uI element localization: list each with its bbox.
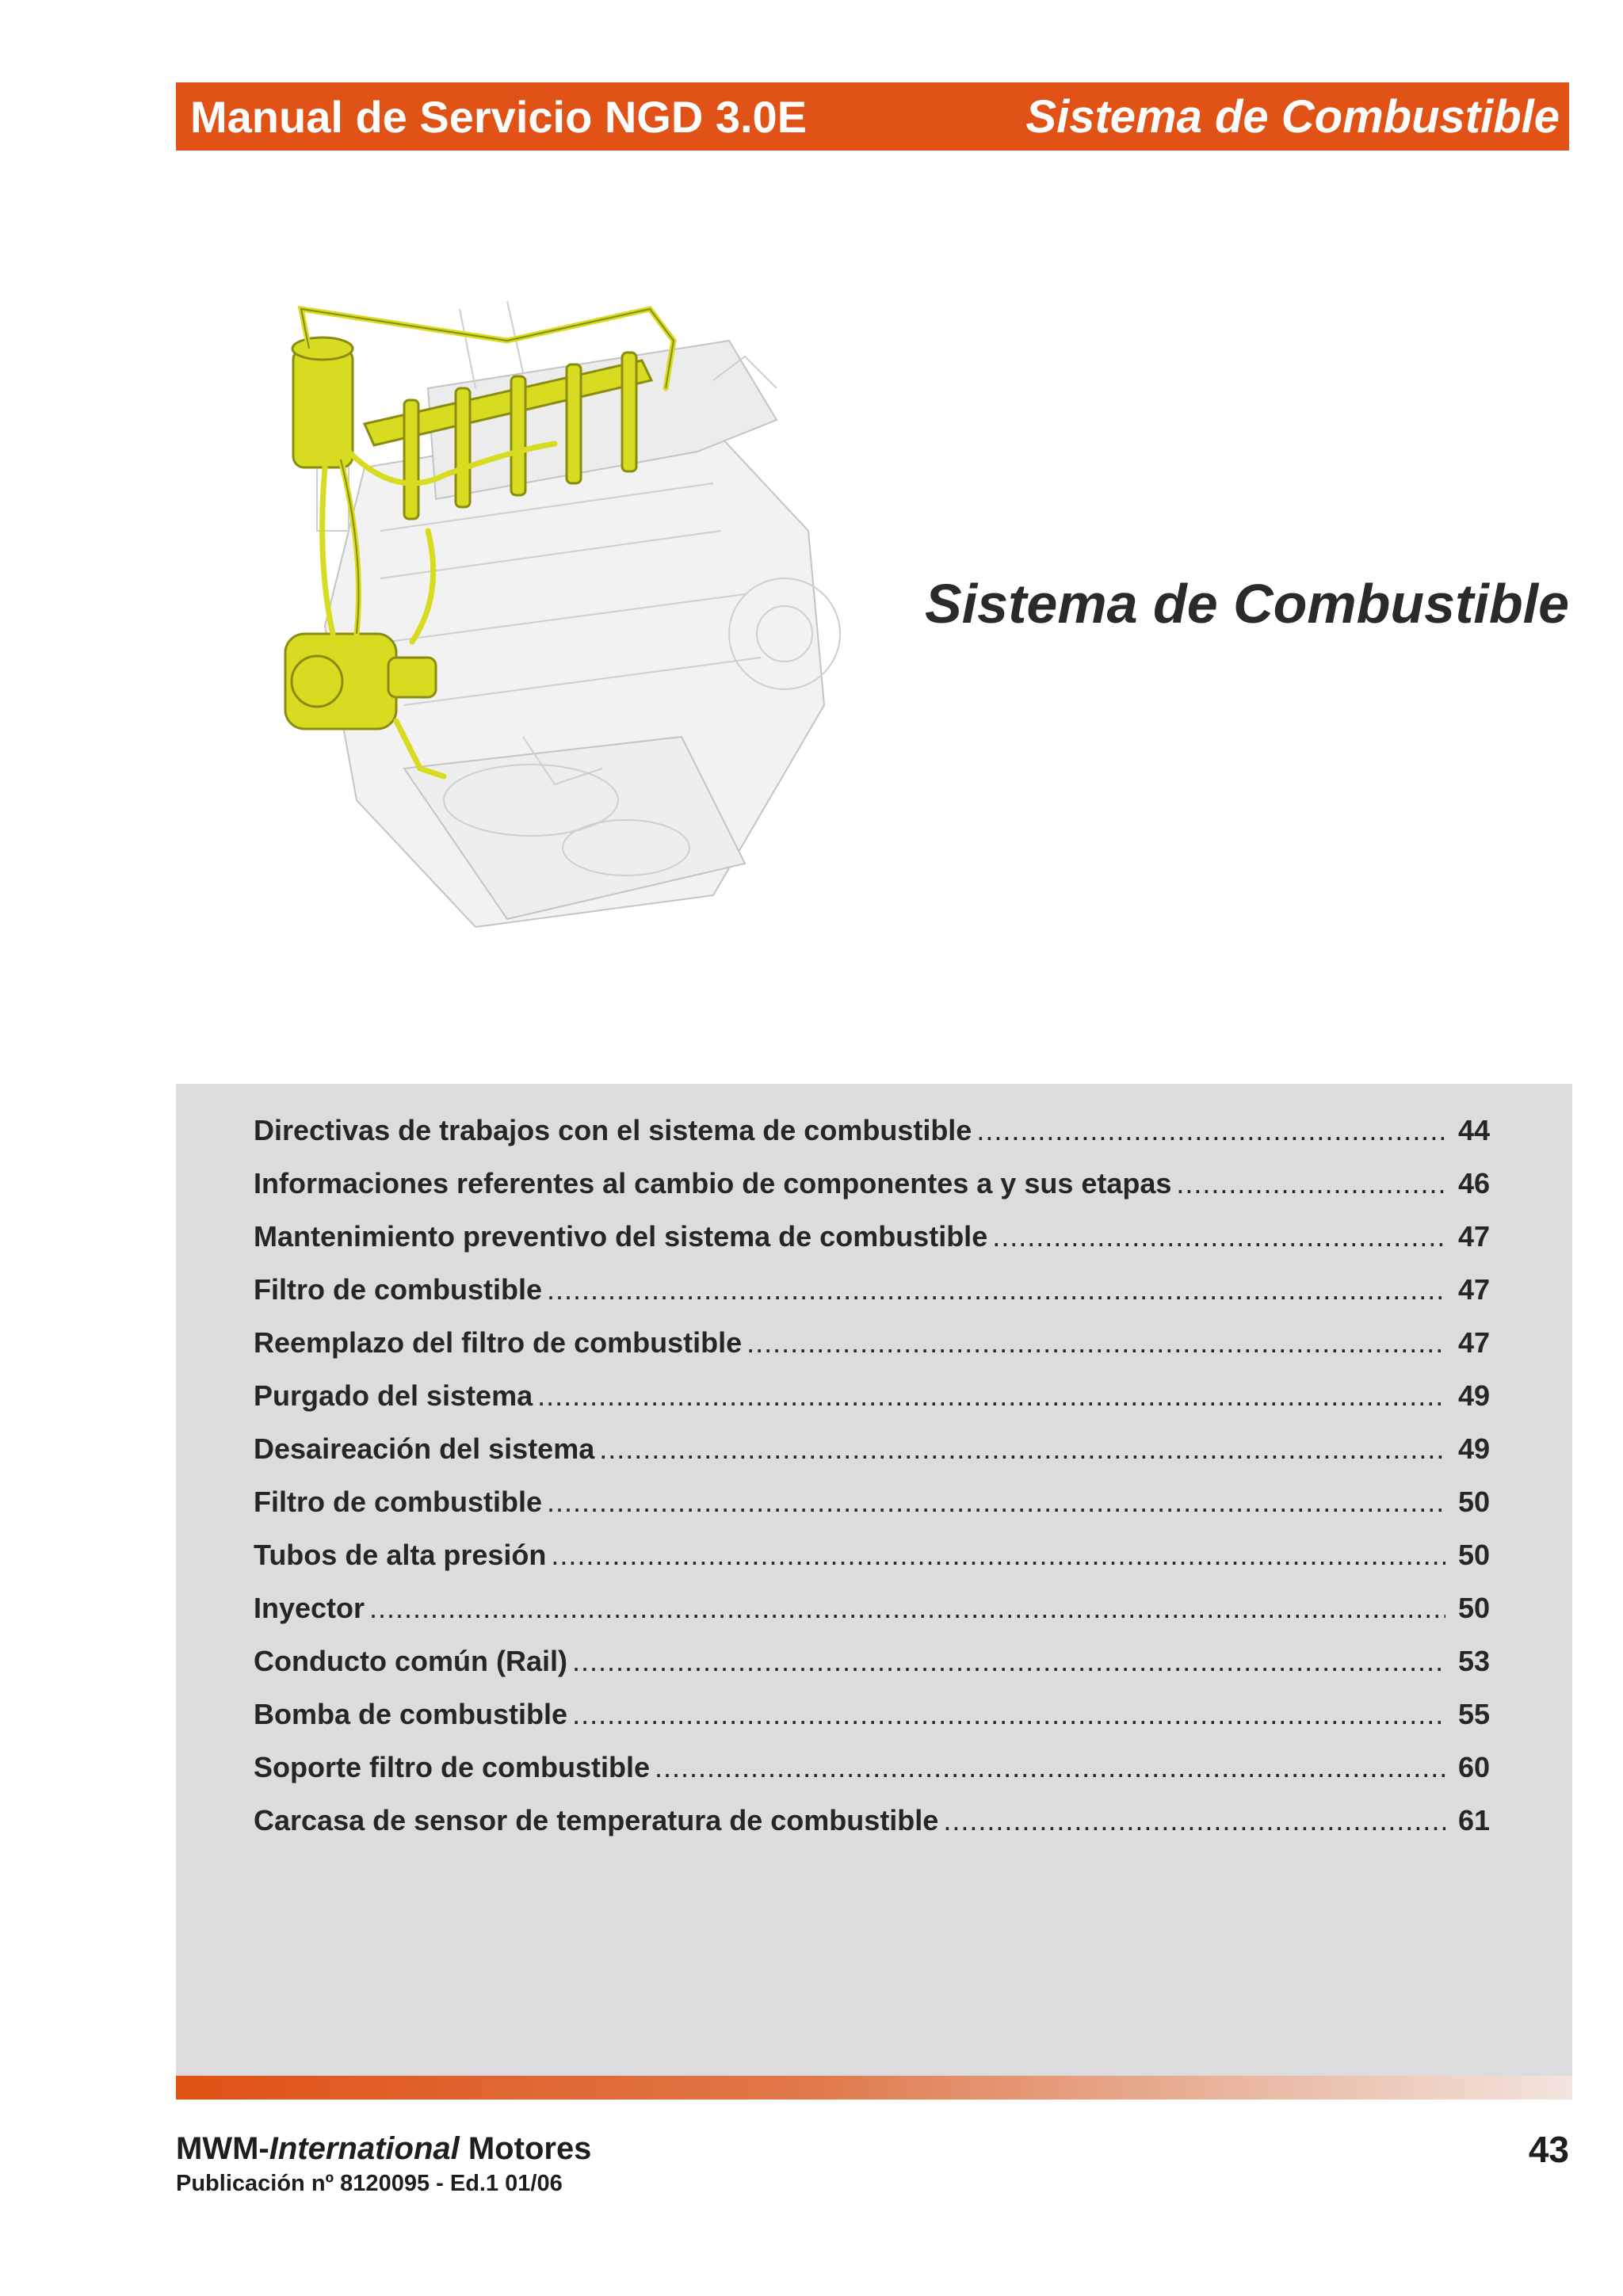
gradient-divider <box>176 2076 1572 2100</box>
toc-dot-leader <box>992 1220 1445 1253</box>
toc-entry[interactable] <box>254 1645 1490 1692</box>
toc-entry-title: Mantenimiento preventivo del sistema de combustible <box>254 1220 988 1253</box>
publication-info: Publicación nº 8120095 - Ed.1 01/06 <box>176 2171 563 2196</box>
toc-dot-leader <box>943 1804 1445 1837</box>
toc-dot-leader <box>369 1592 1445 1625</box>
toc-entry-title: Tubos de alta presión <box>254 1539 547 1571</box>
toc-entry-page: 47 <box>1457 1220 1490 1253</box>
toc-entry-title: Reemplazo del filtro de combustible <box>254 1326 743 1359</box>
toc-entry-page: 46 <box>1457 1167 1490 1199</box>
toc-dot-leader <box>976 1114 1445 1147</box>
toc-dot-leader <box>551 1539 1445 1572</box>
toc-dot-leader <box>547 1486 1445 1519</box>
toc-entry-page: 55 <box>1457 1698 1490 1730</box>
toc-entry[interactable] <box>254 1432 1490 1480</box>
toc-entry-title: Filtro de combustible <box>254 1486 543 1518</box>
toc-entry-title: Directivas de trabajos con el sistema de combustible <box>254 1114 972 1146</box>
toc-entry[interactable] <box>254 1539 1490 1586</box>
toc-entry-page: 50 <box>1457 1592 1490 1624</box>
toc-entry-title: Purgado del sistema <box>254 1379 533 1412</box>
toc-entry-page: 53 <box>1457 1645 1490 1677</box>
toc-entry[interactable] <box>254 1167 1490 1215</box>
toc-entry-title: Desaireación del sistema <box>254 1432 595 1465</box>
toc-entry[interactable] <box>254 1114 1490 1161</box>
toc-dot-leader <box>655 1751 1445 1784</box>
company-suffix: Motores <box>459 2131 592 2166</box>
toc-entry-title: Conducto común (Rail) <box>254 1645 567 1677</box>
toc-entry-title: Carcasa de sensor de temperatura de combustible <box>254 1804 939 1836</box>
toc-entry-page: 47 <box>1457 1326 1490 1359</box>
toc-entry-page: 50 <box>1457 1539 1490 1571</box>
toc-entry-title: Inyector <box>254 1592 365 1624</box>
toc-dot-leader <box>747 1326 1445 1360</box>
toc-entry[interactable] <box>254 1273 1490 1321</box>
manual-title: Manual de Servicio NGD 3.0E <box>190 91 808 142</box>
toc-entry[interactable] <box>254 1804 1490 1852</box>
toc-dot-leader <box>599 1432 1445 1466</box>
company-prefix: MWM- <box>176 2131 269 2166</box>
toc-entry-title: Informaciones referentes al cambio de componentes a y sus etapas <box>254 1167 1172 1199</box>
toc-entry-page: 44 <box>1457 1114 1490 1146</box>
toc-entry-page: 60 <box>1457 1751 1490 1783</box>
toc-entry[interactable] <box>254 1592 1490 1639</box>
toc-dot-leader <box>572 1698 1445 1731</box>
toc-dot-leader <box>537 1379 1445 1413</box>
toc-entry[interactable] <box>254 1698 1490 1745</box>
engine-fuel-system-illustration <box>269 293 856 951</box>
toc-entry-title: Soporte filtro de combustible <box>254 1751 651 1783</box>
company-italic: International <box>269 2131 460 2166</box>
toc-entry-title: Filtro de combustible <box>254 1273 543 1306</box>
toc-dot-leader <box>572 1645 1445 1678</box>
toc-entry[interactable] <box>254 1220 1490 1268</box>
toc-dot-leader <box>1176 1167 1445 1200</box>
toc-entry-page: 47 <box>1457 1273 1490 1306</box>
chapter-title: Sistema de Combustible <box>925 573 1569 635</box>
toc-entry[interactable] <box>254 1486 1490 1533</box>
toc-entry[interactable] <box>254 1751 1490 1798</box>
toc-dot-leader <box>547 1273 1445 1306</box>
footer-company <box>176 2131 591 2167</box>
toc-entry[interactable] <box>254 1379 1490 1427</box>
header-bar <box>176 82 1569 151</box>
toc-entry-title: Bomba de combustible <box>254 1698 568 1730</box>
section-title: Sistema de Combustible <box>1025 90 1560 143</box>
page-number: 43 <box>1528 2129 1569 2170</box>
toc-entry[interactable] <box>254 1326 1490 1374</box>
toc-entry-page: 49 <box>1457 1432 1490 1465</box>
toc-entry-page: 50 <box>1457 1486 1490 1518</box>
toc-entry-page: 49 <box>1457 1379 1490 1412</box>
toc-entry-page: 61 <box>1457 1804 1490 1836</box>
